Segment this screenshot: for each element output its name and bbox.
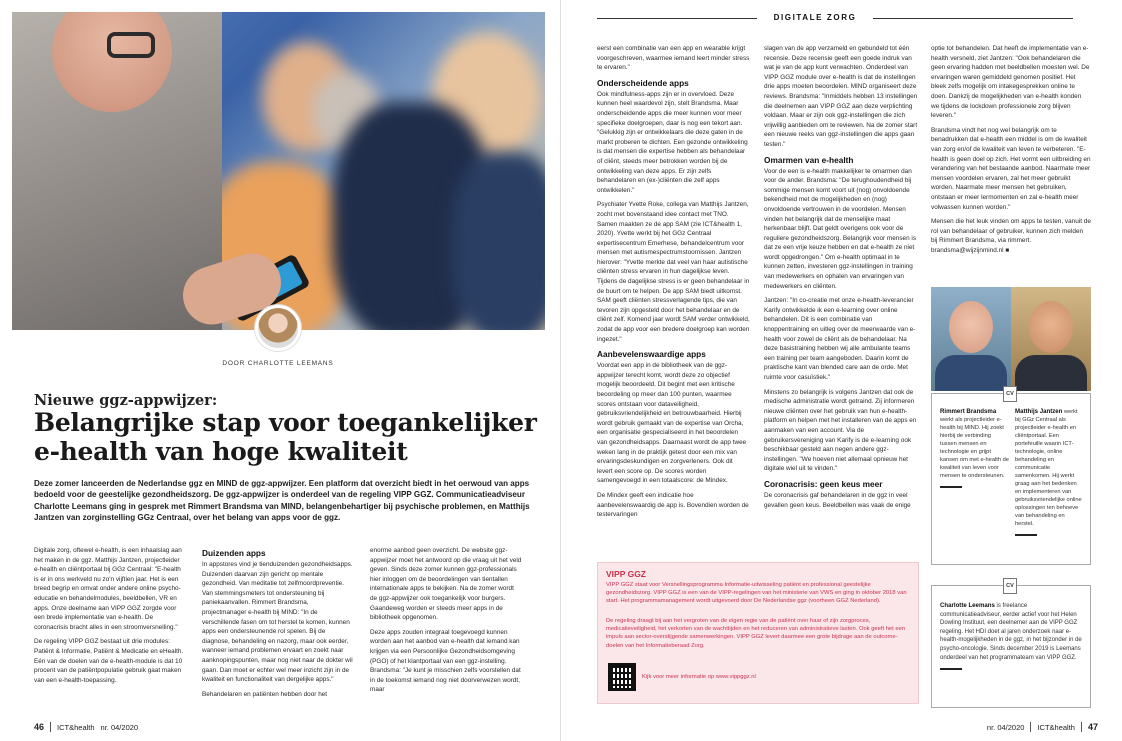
page-number: 47 bbox=[1087, 722, 1098, 732]
paragraph: In appstores vind je tienduizenden gezondheidsapps. Duizenden daarvan zijn gericht op mentale gezondheid. Van meditatie tot zelfmoordpreventie. Van stemmingsmeters tot ondersteuning bij paniekaanvallen. Rimmert Brandsma, projectmanager e-health bij MIND: "In de verschillende fasen om tot herstel te komen, kunnen apps een ondersteunende rol spelen. Bij de diagnose, behandeling en nazorg, maar ook eerder, wanneer iemand problemen ervaart en zoekt naar aanknopingspunten, maar nog niet naar de dokter wil gaan. Dan moet er echter wel meer inzicht zijn in de kwaliteit en functionaliteit van dergelijke apps." bbox=[202, 561, 353, 684]
cv-name: Matthijs Jantzen bbox=[1015, 408, 1063, 415]
paragraph: optie tot behandelen. Dat heeft de implementatie van e-health versneld, ziet Jantzen: "Ook behandelaren die geen ervaring hadden met beeldbellen moesten wel. De ervaringen waren gemiddeld genomen positief. Het bleek zelfs mogelijk om intakegesprekken online te doen. Dankzij de mogelijkheden van e-health konden we tijdens de lockdown professionele zorg blijven leveren." bbox=[931, 45, 1090, 120]
subheading: Aanbevelenswaardige apps bbox=[597, 349, 706, 360]
left-column-3 bbox=[370, 546, 522, 714]
paragraph: De Mindex geeft een indicatie hoe aanbevelenswaardig de app is. Bovendien worden de testervaringen bbox=[597, 491, 749, 519]
cv-box-interviewees bbox=[931, 393, 1091, 565]
subheading: Omarmen van e-health bbox=[764, 154, 854, 165]
paragraph: enorme aanbod geen overzicht. De website ggz-appwijzer moet het antwoord op die vraag uit het veld geven. Sinds deze zomer kunnen ggz-professionals hier inloggen om de beoordelingen van tientallen internationale apps te bekijken. Na de zomer wordt de ggz-appwijzer ook toegankelijk voor burgers. Gaandeweg worden er steeds meer apps in de bibliotheek opgenomen. bbox=[370, 547, 522, 622]
cv-name: Rimmert Brandsma bbox=[940, 408, 997, 415]
qr-code[interactable] bbox=[608, 663, 636, 691]
article-intro: Deze zomer lanceerden de Nederlandse ggz en MIND de ggz-appwijzer. Een platform dat overzicht biedt in het oerwoud van apps bedoeld voor de geestelijke gezondheidszorg. De ggz-appwijzer is onderdeel van de regeling VIPP GGZ. Communicatieadviseur Charlotte Leemans ging in gesprek met Rimmert Brandsma van MIND, belangenbehartiger bij psychische problemen, en Matthijs Jantzen van zorginstelling GGz Centraal, over het belang van apps voor de ggz. bbox=[34, 479, 530, 522]
interviewee-portraits bbox=[931, 287, 1091, 391]
info-box-title: VIPP GGZ bbox=[606, 569, 646, 579]
cv-text: werkt bij GGz Centraal als projectleider e-health en cliëntportaal. Een portefeuille waarin ICT-technologie, online behandeling en communicatie samenkomen. Hij werkt graag aan het bedenken en implementeren van gebruiksvriendelijke online oplossingen ten behoeve van behandeling en herstel. bbox=[1015, 409, 1082, 527]
paragraph: De coronacrisis gaf behandelaren in de ggz in veel gevallen geen keus. Beeldbellen was vaak de enige bbox=[764, 491, 911, 509]
paragraph: Digitale zorg, oftewel e-health, is een inhaalslag aan het maken in de ggz. Matthijs Jantzen, projectleider e-health en cliëntportaal bij GGz Centraal: "E-health is er in ons werkveld nu zo'n vijftien jaar. Het is een breed begrip en omvat onder andere online psycho-educatie en behandelmodules, beeldbellen, VR en apps. Onze deelname aan VIPP GGZ zorgde voor een brede implementatie van e-health. De coronacrisis bracht alles in een stroomversnelling." bbox=[34, 547, 182, 631]
footer-left bbox=[34, 722, 138, 732]
article-kicker: Nieuwe ggz-appwijzer: bbox=[34, 392, 218, 409]
subheading: Onderscheidende apps bbox=[597, 77, 689, 88]
paragraph: Behandelaren en patiënten hebben door het bbox=[202, 690, 328, 698]
paragraph: Voor de een is e-health makkelijker te omarmen dan voor de ander. Brandsma: "De terughoudendheid bij sommige mensen komt voort uit (nog) onvoldoende bekendheid met de mogelijkheden en (nog) onvoldoende vertrouwen in de voordelen. Mensen vinden het belangrijk dat de menselijke maat herkenbaar blijft. Dat geldt overigens ook voor de reguliere gezondheidszorg. Belangrijk voor mensen is dat ze een vrije keuze hebben en dat e-health ze niet wordt opgedrongen." Om e-health optimaal in te kunnen zetten, investeren ggz-instellingen in training van medewerkers en ophalen van ervaringen van medewerkers en cliënten. bbox=[764, 167, 917, 290]
cv-box-author bbox=[931, 585, 1091, 708]
paragraph: Mensen die het leuk vinden om apps te testen, vanuit de rol van behandelaar of gebruiker, kunnen zich melden bij Rimmert Brandsma, via rimmert. brandsma@wijzijnmind.nl ■ bbox=[931, 218, 1091, 254]
article-title: Belangrijke stap voor toegankelijker e-health van hoge kwaliteit bbox=[34, 408, 537, 466]
cv-rimmert bbox=[940, 408, 1009, 536]
right-column-3 bbox=[931, 44, 1091, 270]
subheading: Coronacrisis: geen keus meer bbox=[764, 478, 883, 489]
paragraph: Minstens zo belangrijk is volgens Jantzen dat ook de medische administratie wordt getraind. Zij informeren nieuwe cliënten over het gebruik van hun e-health-platform en helpen met het installeren van de apps en aanmaken van een account. Via de gebruikersvereniging van Karify is de e-learning ook beschikbaar gesteld aan negen andere ggz-instellingen. "We hoeven niet allemaal opnieuw het digitale wiel uit te vinden." bbox=[764, 388, 917, 473]
portrait-rimmert bbox=[931, 287, 1011, 391]
right-column-1 bbox=[597, 44, 750, 549]
left-column-2 bbox=[202, 546, 354, 714]
cv-text: werkt als projectleider e-health bij MIND. Hij zoekt hierbij de verbinding tussen mensen en technologie en grijpt kansen om met e-health de kwaliteit van leven voor mensen te ondersteunen. bbox=[940, 417, 1009, 479]
portrait-matthijs bbox=[1011, 287, 1091, 391]
page-number: 46 bbox=[34, 722, 45, 732]
section-label: DIGITALE ZORG bbox=[773, 13, 857, 22]
info-paragraph: VIPP GGZ staat voor Versnellingsprogramma Informatie-uitwisseling patiënt en professional geestelijke gezondheidszorg. VIPP GGZ is een van de VIPP-regelingen van het ministerie van VWS en ging in oktober 2018 van start. Het programmamanagement wordt uitgevoerd door De Nederlandse ggz (voorheen GGZ Nederland). bbox=[606, 582, 907, 605]
byline: DOOR CHARLOTTE LEEMANS bbox=[222, 360, 334, 367]
paragraph: eerst een combinatie van een app en wearable krijgt voorgeschreven, waarmee iemand leert minder stress te ervaren." bbox=[597, 45, 750, 72]
hero-photo bbox=[12, 12, 545, 330]
paragraph: Jantzen: "In co-creatie met onze e-health-leverancier Karify ontwikkelde ik een e-learning over online behandelen. Dit is een combinatie van knoppentraining en uitleg over de meerwaarde van e-health voor zowel de cliënt als de behandelaar. Na deze basistraining hebben wij alle ambulante teams een training per team aangeboden. Daarin komt de praktische kant van blended care aan de orde. Met ruimte voor casuïstiek." bbox=[764, 297, 916, 381]
issue-number: nr. 04/2020 bbox=[100, 722, 139, 732]
info-link-text[interactable]: Kijk voor meer informatie op www.vippggz.nl bbox=[642, 674, 756, 680]
paragraph: slagen van de app verzameld en gebundeld tot één recensie. Deze recensie geeft een goede indruk van wat je van de app kunt verwachten. Onderdeel van VIPP GGZ module over e-health is dat de instellingen drie apps moeten beoordelen. MIND organiseert deze reviews. Brandsma: "Inmiddels hebben 13 instellingen die deelnemen aan VIPP GGZ aan deze verplichting voldaan. Maar er zijn ook ggz-instellingen die zich vrijwillig aanbieden om te reviewen. Na de zomer start een nieuwe reeks van ggz-instellingen die apps gaan testen." bbox=[764, 45, 918, 148]
footer-right bbox=[987, 722, 1098, 732]
left-column-1 bbox=[34, 546, 186, 714]
paragraph: Brandsma vindt het nog wel belangrijk om te benadrukken dat e-health een middel is om de kwaliteit van zorg en/of de kwaliteit van leven te verbeteren. "E-health is geen doel op zich. Het vormt een uitbreiding en verandering van het bestaande aanbod. Naarmate meer mensen voordelen ervaren, zal het meer gebruikt worden. Naarmate meer mensen het gebruiken, ontstaan er meer lermomenten en zal e-health meer volwassen kunnen worden." bbox=[931, 126, 1091, 211]
issue-number: nr. 04/2020 bbox=[986, 722, 1025, 732]
cv-text: is freelance communicatieadviseur, eerder actief voor het Helen Dowling Instituut, een deelnemer aan de VIPP GGZ regeling. Het HDI doet al jaren onderzoek naar e-health-mogelijkheden in de ggz, in het bijzonder in de psycho-oncologie. Sinds december 2019 is Leemans onderdeel van het programmateam van VIPP GGZ. bbox=[940, 603, 1082, 661]
cv-matthijs bbox=[1015, 408, 1084, 536]
paragraph: Psychiater Yvette Roke, collega van Matthijs Jantzen, zocht met bovenstaand idee contact met TNO. Samen maakten ze de app SAM (zie ICT&health 1, 2020). Yvette werkt bij het GGz Centraal expertisecentrum Emerhese, behandelcentrum voor mensen met autismespectrumstoornissen. Jantzen hierover: "Yvette merkte dat veel van haar autistische cliënten stress ervaren in hun dagelijkse leven. Tijdens de dagelijkse stress is er geen behandelaar in de buurt om te helpen. De app SAM biedt uitkomst. SAM geeft cliënten stressverlagende tips, die van tevoren zijn opgesteld door het behandelaar en de cliënt zelf. Komend jaar wordt SAM verder ontwikkeld, zodat de app voor een bredere doelgroep kan worden ingezet." bbox=[597, 201, 750, 343]
cv-tag: CV bbox=[1003, 578, 1017, 594]
paragraph: Voordat een app in de bibliotheek van de ggz-appwijzer terecht komt, wordt deze zo objectief mogelijk beoordeeld. Dit begint met een kritische beoordeling op meer dan 100 punten, waarmee scores ontstaan voor dataveiligheid, gebruiksvriendelijkheid en betrouwbaarheid. Hierbij wordt gebruik gemaakt van de expertise van Orcha, een organisatie gespecialiseerd in het beoordelen van gezondheidsapps. Daarnaast wordt de app twee weken lang in de praktijk getest door een mix van ervaringsdeskundigen en zorgverleners. Ook dit levert een score op. De scores worden samengevoegd in een totaalscore: de Mindex. bbox=[597, 362, 747, 485]
paragraph: Deze apps zouden integraal toegevoegd kunnen worden aan het aanbod van e-health dat iemand kan krijgen via een Persoonlijke Gezondheidsomgeving (PGO) of het klantportaal van een ggz-instelling. Brandsma: "Je kunt je misschien zelfs voorstellen dat in de toekomst iemand nog niet doorverwezen wordt, maar bbox=[370, 628, 521, 694]
author-avatar bbox=[255, 305, 301, 351]
magazine-name: ICT&health bbox=[57, 722, 95, 732]
paragraph: Ook mindfulness-apps zijn er in overvloed. Deze kunnen heel waardevol zijn, stelt Brandsma. Maar onderscheidende apps die meer kunnen voor meer specifieke doelgroepen, daar is nog een tekort aan. "Gelukkig zijn er ontwikkelaars die deze gaten in de markt proberen te dichten. Een gezonde ontwikkeling is dat mensen die expertise hebben als behandelaar of cliënt, steeds meer betrokken worden bij de ontwikkeling van deze apps. Er zijn zelfs behandelaren en (ex-)cliënten die zelf apps ontwikkelen." bbox=[597, 90, 748, 194]
paragraph: De regeling VIPP GGZ bestaat uit drie modules: Patiënt & Informatie, Patiënt & Medicatie en eHealth. Eén van de doelen van de e-health-module is dat 10 procent van de patiëntpopulatie gebruik gaat maken van een e-health-toepassing. bbox=[34, 638, 184, 684]
info-paragraph: De regeling draagt bij aan het vergroten van de eigen regie van de patiënt over haar of zijn zorgproces, medicatieveiligheid, het verkorten van de wachttijden en het reduceren van administratieve lasten. Ook geeft het een impuls aan sector-overstijgende samenwerkingen. VIPP GGZ levert daarmee een grote bijdrage aan de outcome-doelen van het Informatieberaad Zorg. bbox=[606, 618, 906, 649]
vipp-info-box bbox=[597, 562, 919, 704]
subheading: Duizenden apps bbox=[202, 548, 266, 558]
cv-tag: CV bbox=[1003, 386, 1017, 402]
magazine-name: ICT&health bbox=[1037, 722, 1075, 732]
cv-name: Charlotte Leemans bbox=[940, 602, 995, 609]
page-right bbox=[561, 0, 1122, 741]
right-column-2 bbox=[764, 44, 919, 549]
